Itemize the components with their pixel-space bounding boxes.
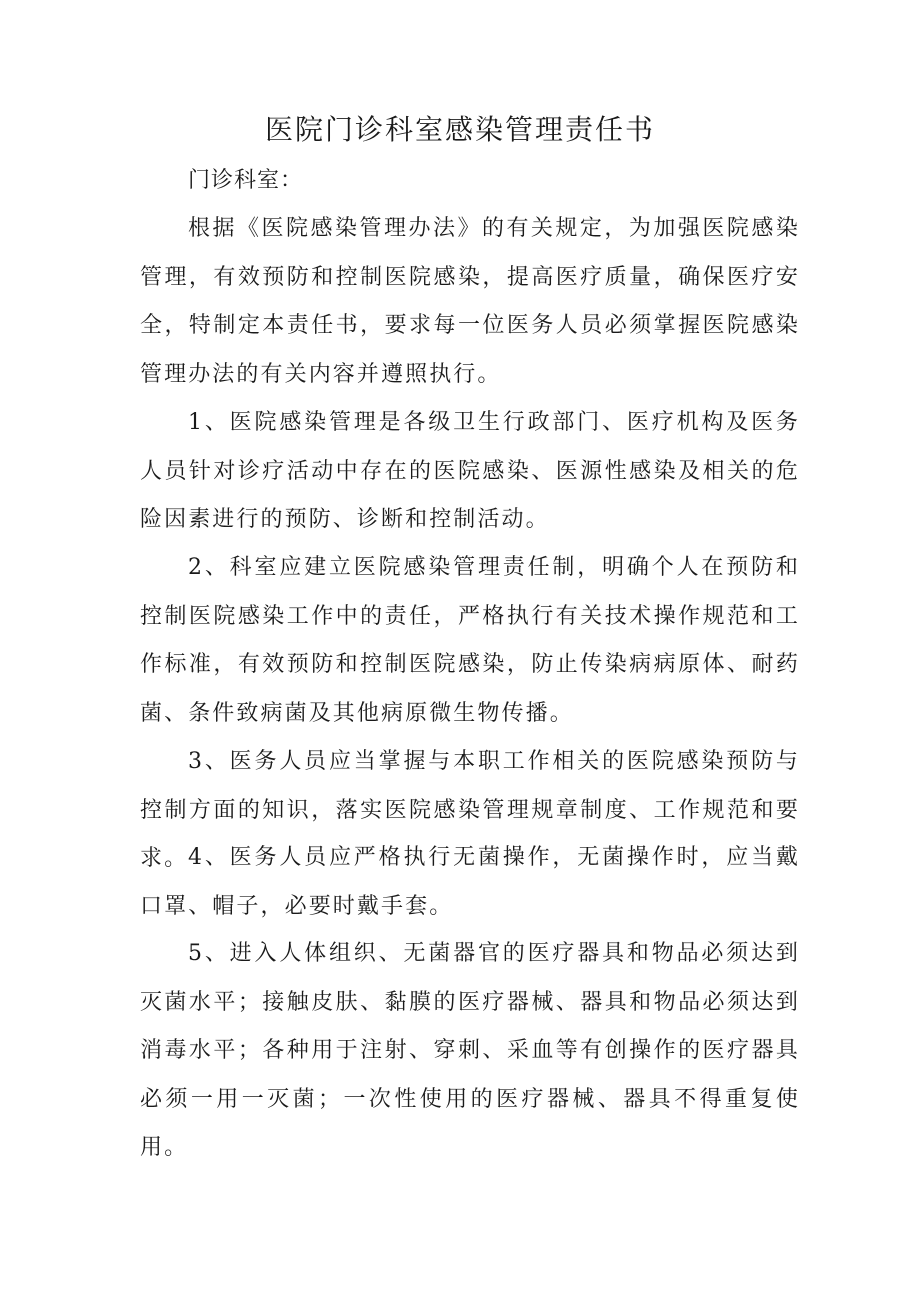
salutation: 门诊科室： [188, 168, 304, 193]
paragraph-item-3: 3、医务人员应当掌握与本职工作相关的医院感染预防与控制方面的知识，落实医院感染管理规章制度、工作规范和要求。 [140, 749, 800, 871]
document-title: 医院门诊科室感染管理责任书 [264, 113, 655, 146]
paragraph-item-1: 1、医院感染管理是各级卫生行政部门、医疗机构及医务人员针对诊疗活动中存在的医院感染、医源性感染及相关的危险因素进行的预防、诊断和控制活动。 [140, 410, 800, 532]
paragraph-item-5: 5、进入人体组织、无菌器官的医疗器具和物品必须达到灭菌水平；接触皮肤、黏膜的医疗器械、器具和物品必须达到消毒水平；各种用于注射、穿刺、采血等有创操作的医疗器具必须一用一灭菌；一次性使用的医疗器械、器具不得重复使用。 [140, 941, 800, 1160]
paragraph-item-2: 2、科室应建立医院感染管理责任制，明确个人在预防和控制医院感染工作中的责任，严格执行有关技术操作规范和工作标准，有效预防和控制医院感染，防止传染病病原体、耐药菌、条件致病菌及其他病原微生物传播。 [140, 555, 800, 726]
paragraph-item-4: 4、医务人员应严格执行无菌操作，无菌操作时，应当戴口罩、帽子，必要时戴手套。 [140, 845, 800, 919]
paragraph-intro: 根据《医院感染管理办法》的有关规定，为加强医院感染管理，有效预防和控制医院感染，提高医疗质量，确保医疗安全，特制定本责任书，要求每一位医务人员必须掌握医院感染管理办法的有关内容并遵照执行。 [140, 216, 800, 387]
